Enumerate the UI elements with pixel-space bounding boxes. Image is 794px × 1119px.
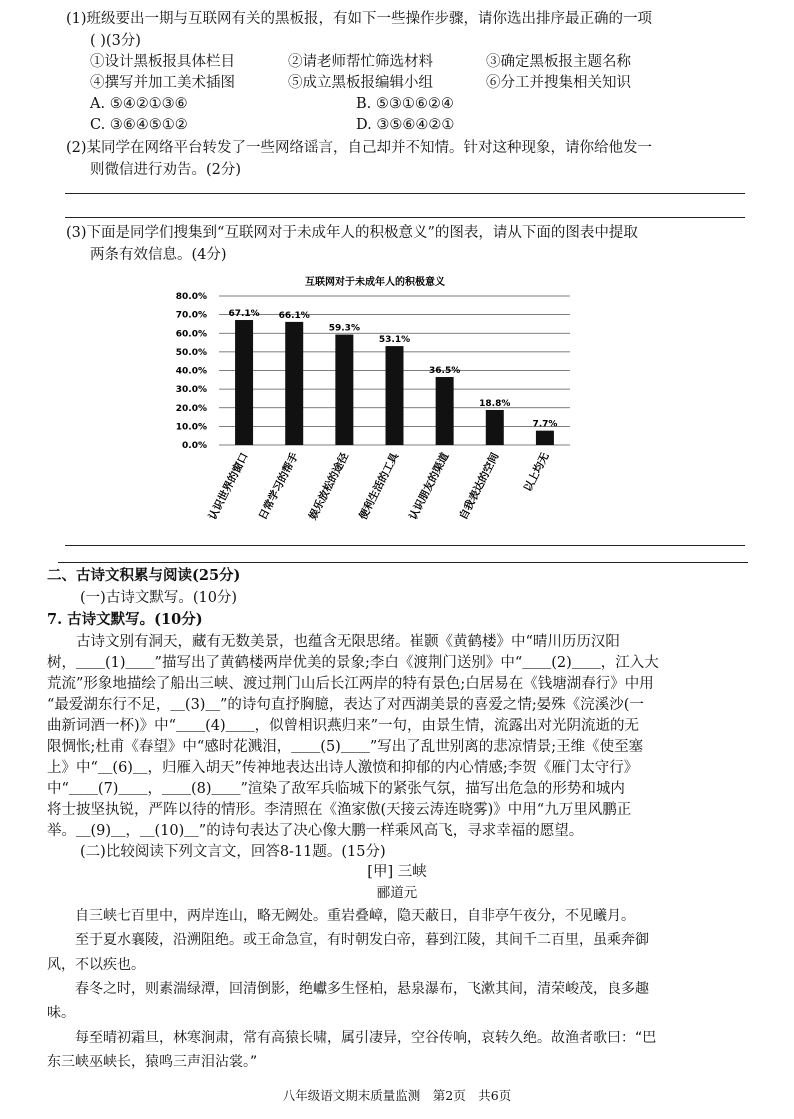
- chart-category-label: 便利生活的工具: [357, 450, 402, 522]
- q7-line: 举。＿(9)＿，＿(10)＿”的诗句表达了决心像大鹏一样乘风高飞，寻求幸福的愿望。: [47, 823, 584, 839]
- chart-bar: [536, 431, 554, 445]
- q1-option-d: D. ③⑤⑥④②①: [356, 117, 455, 133]
- chart-category-label: 认识世界的窗口: [206, 450, 251, 522]
- chart-bar: [335, 335, 353, 445]
- q3-stem-line1: (3)下面是同学们搜集到“互联网对于未成年人的积极意义”的图表，请从下面的图表中提取: [66, 225, 638, 241]
- answer-line: [65, 545, 745, 546]
- chart-category-label: 娱乐放松的途径: [306, 450, 352, 522]
- q1-stem-line1: (1)班级要出一期与互联网有关的黑板报，有如下一些操作步骤，请你选出排序最正确的一项: [66, 11, 653, 27]
- q1-step-2: ②请老师帮忙筛选材料: [288, 54, 433, 70]
- chart-y-tick-label: 40.0%: [175, 366, 207, 377]
- q2-stem-line2: 则微信进行劝告。(2分): [90, 162, 242, 178]
- q1-option-a: A. ⑤④②①③⑥: [90, 96, 188, 112]
- q7-line: 荒流”形象地描绘了船出三峡、渡过荆门山后长江两岸的特有景色;白居易在《钱塘湖春行》中用: [47, 676, 654, 692]
- q7-title: 7. 古诗文默写。(10分): [47, 611, 203, 628]
- q1-option-c: C. ③⑥④⑤①②: [90, 117, 188, 133]
- q2-stem-line1: (2)某同学在网络平台转发了一些网络谣言，自己却并不知情。针对这种现象，请你给他发一: [66, 140, 653, 156]
- chart-bar: [285, 322, 303, 445]
- q1-options-row1: [90, 94, 454, 114]
- chart-data-label: 67.1%: [228, 309, 260, 320]
- chart-y-tick-label: 30.0%: [175, 385, 207, 396]
- passage-line: 自三峡七百里中，两岸连山，略无阙处。重岩叠嶂，隐天蔽日，自非亭午夜分，不见曦月。: [47, 908, 635, 924]
- chart-y-tick-label: 70.0%: [175, 310, 207, 321]
- answer-line: [65, 193, 745, 194]
- bar-chart: [165, 268, 585, 538]
- section2-heading: 二、古诗文积累与阅读(25分): [47, 567, 241, 584]
- q3-stem-line2: 两条有效信息。(4分): [90, 247, 227, 263]
- q1-step-4: ④撰写并加工美术插图: [90, 75, 235, 91]
- answer-line: [65, 217, 745, 218]
- q7-line: 将士披坚执锐，严阵以待的情形。李清照在《渔家傲(天接云涛连晓雾)》中用“九万里风鹏正: [47, 802, 632, 818]
- passage-line: 春冬之时，则素湍绿潭，回清倒影，绝巘多生怪柏，悬泉瀑布，飞漱其间，清荣峻茂，良多趣: [47, 981, 649, 997]
- section2-sub2: (二)比较阅读下列文言文，回答8-11题。(15分): [80, 844, 386, 860]
- q7-line: 古诗文别有洞天，藏有无数美景，也蕴含无限思绪。崔颢《黄鹤楼》中“晴川历历汉阳: [47, 634, 620, 650]
- q1-step-6: ⑥分工并搜集相关知识: [486, 75, 631, 91]
- chart-data-label: 66.1%: [278, 310, 310, 321]
- q1-step-1: ①设计黑板报具体栏目: [90, 54, 235, 70]
- chart-y-tick-label: 0.0%: [182, 441, 207, 451]
- passage-title: [甲] 三峡: [367, 864, 427, 880]
- chart-data-label: 53.1%: [378, 335, 411, 346]
- q1-step-3: ③确定黑板报主题名称: [486, 54, 631, 70]
- q1-step-5: ⑤成立黑板报编辑小组: [288, 75, 433, 91]
- q7-line: 限惆怅;杜甫《春望》中“感时花溅泪，＿＿(5)＿＿”写出了乱世别离的悲凉情景;王维《使至塞: [47, 739, 644, 755]
- chart-y-tick-label: 80.0%: [175, 292, 207, 302]
- passage-line: 东三峡巫峡长，猿鸣三声泪沾裳。”: [47, 1054, 258, 1070]
- passage-line: 风，不以疾也。: [47, 957, 145, 973]
- chart-y-tick-label: 20.0%: [175, 403, 207, 414]
- chart-bar: [386, 346, 404, 445]
- chart-bar: [235, 320, 253, 445]
- q1-options-row2: [90, 115, 454, 135]
- q7-line: 曲新词酒一杯)》中“＿＿(4)＿＿，似曾相识燕归来”一句，由景生情，流露出对光阴流逝的无: [47, 718, 640, 734]
- passage-line: 每至晴初霜旦，林寒涧肃，常有高猿长啸，属引凄异，空谷传响，哀转久绝。故渔者歌曰：“巴: [47, 1030, 657, 1046]
- chart-data-label: 59.3%: [328, 323, 360, 334]
- passage-line: 味。: [47, 1005, 75, 1021]
- q7-line: 树，＿＿(1)＿＿”描写出了黄鹤楼两岸优美的景象;李白《渡荆门送别》中“＿＿(2)＿＿，江入大: [47, 655, 659, 671]
- chart-bar: [436, 377, 454, 445]
- chart-data-label: 7.7%: [532, 419, 558, 430]
- q7-line: “最爱湖东行不足，＿(3)＿”的诗句直抒胸臆，表达了对西湖美景的喜爱之情;晏殊《浣溪沙(一: [47, 697, 644, 713]
- q1-option-b: B. ⑤③①⑥②④: [356, 96, 454, 112]
- chart-category-label: 自我表达的空间: [457, 450, 502, 522]
- q7-line: 上》中“＿(6)＿，归雁入胡天”传神地表达出诗人激愤和抑郁的内心情感;李贺《雁门太守行》: [47, 760, 639, 776]
- page-footer: 八年级语文期末质量监测 第2页 共6页: [282, 1088, 512, 1103]
- chart-y-tick-label: 60.0%: [175, 329, 207, 340]
- chart-data-label: 36.5%: [429, 366, 461, 377]
- chart-category-label: 以上均无: [521, 450, 552, 494]
- passage-line: 至于夏水襄陵，沿溯阻绝。或王命急宣，有时朝发白帝，暮到江陵，其间千二百里，虽乘奔御: [47, 932, 649, 948]
- chart-category-label: 日常学习的帮手: [256, 450, 301, 522]
- q1-stem-line2: ( )(3分): [90, 33, 141, 49]
- section2-sub1: (一)古诗文默写。(10分): [80, 590, 238, 606]
- chart-y-axis: [176, 292, 207, 451]
- passage-author: 郦道元: [376, 885, 418, 901]
- q1-steps-row1: [90, 52, 631, 72]
- chart-data-label: 18.8%: [479, 398, 511, 409]
- q7-line: 中“＿＿(7)＿＿，＿＿(8)＿＿”渲染了敌军兵临城下的紧张气氛，描写出危急的形势和城内: [47, 781, 625, 797]
- chart-bar: [486, 410, 504, 445]
- section-divider: [58, 562, 748, 563]
- chart-y-tick-label: 10.0%: [175, 422, 207, 433]
- chart-title: 互联网对于未成年人的积极意义: [305, 277, 445, 288]
- chart-y-tick-label: 50.0%: [175, 347, 207, 358]
- chart-category-label: 认识朋友的渠道: [407, 450, 452, 522]
- chart-x-axis: [206, 450, 552, 522]
- q1-steps-row2: [90, 73, 631, 93]
